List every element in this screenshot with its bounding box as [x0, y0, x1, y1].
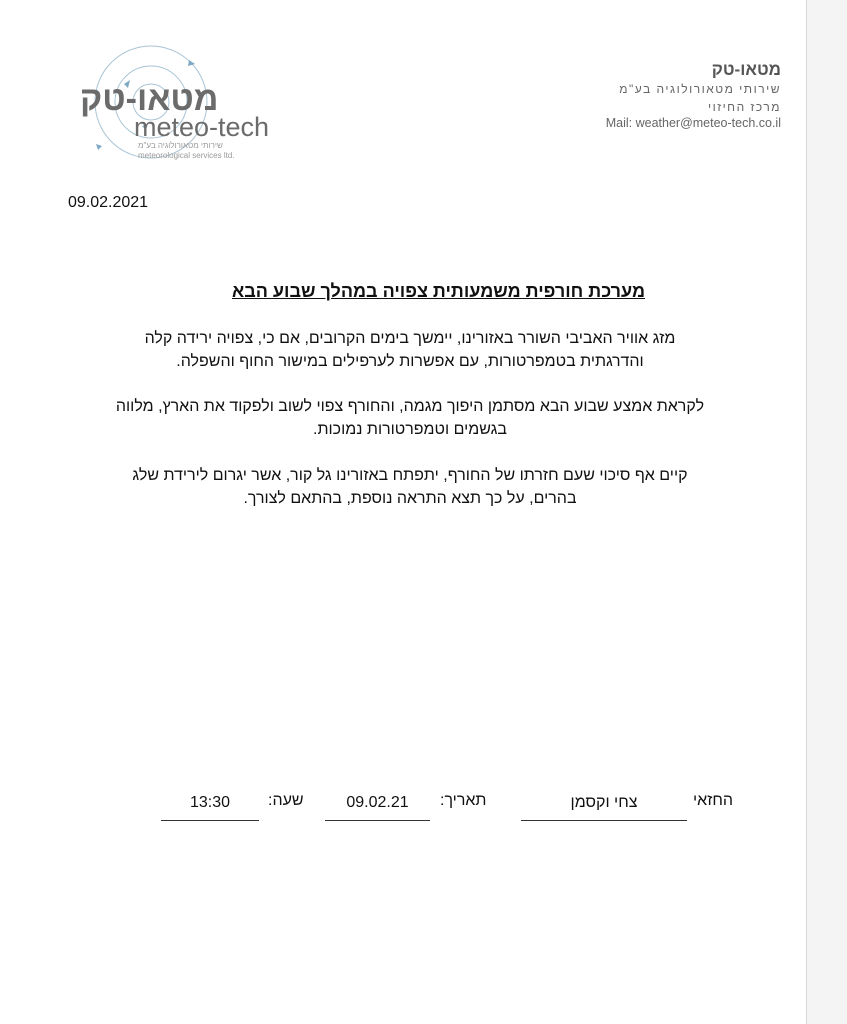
company-logo: [76, 44, 306, 164]
line: והדרגתית בטמפרטורות, עם אפשרות לערפילים במישור החוף והשפלה.: [176, 353, 644, 370]
line: קיים אף סיכוי שעם חזרתו של החורף, יתפתח באזורינו גל קור, אשר יגרום לירידת שלג: [132, 467, 688, 484]
line: לקראת אמצע שבוע הבא מסתמן היפוך מגמה, והחורף צפוי לשוב ולפקוד את הארץ, מלווה: [115, 398, 705, 415]
forecaster-name: צחי וקסמן: [521, 794, 687, 821]
forecaster-label: החזאי: [693, 792, 734, 809]
signature-date: 09.02.21: [325, 794, 430, 821]
email: Mail: weather@meteo-tech.co.il: [605, 116, 781, 130]
date-label: תאריך:: [440, 792, 487, 809]
department: מרכז החיזוי: [707, 100, 781, 114]
company-name: מטאו-טק: [711, 60, 781, 79]
time-label: שעה:: [268, 792, 304, 809]
signature-time: 13:30: [161, 794, 259, 821]
letterhead-info: [606, 60, 781, 130]
page-edge: [806, 0, 847, 1024]
paragraph: [55, 464, 765, 510]
paragraph: [60, 327, 760, 373]
document-title: מערכת חורפית משמעותית צפויה במהלך שבוע הבא: [231, 281, 646, 301]
paragraph: [50, 395, 770, 441]
logo-subtitle: שירותי מטאורולוגיה בע"מ meteorological services ltd.: [138, 141, 235, 160]
company-line: שירותי מטאורולוגיה בע"מ: [619, 82, 781, 96]
line: מזג אוויר האביבי השורר באזורינו, יימשך בימים הקרובים, אם כי, צפויה ירידה קלה: [144, 330, 676, 347]
line: בגשמים וטמפרטורות נמוכות.: [313, 421, 507, 438]
logo-hebrew: מטאו-טק: [80, 80, 219, 118]
document-date: 09.02.2021: [68, 194, 149, 211]
line: בהרים, על כך תצא התראה נוספת, בהתאם לצורך.: [243, 490, 577, 507]
logo-english: meteo-tech: [134, 112, 270, 142]
